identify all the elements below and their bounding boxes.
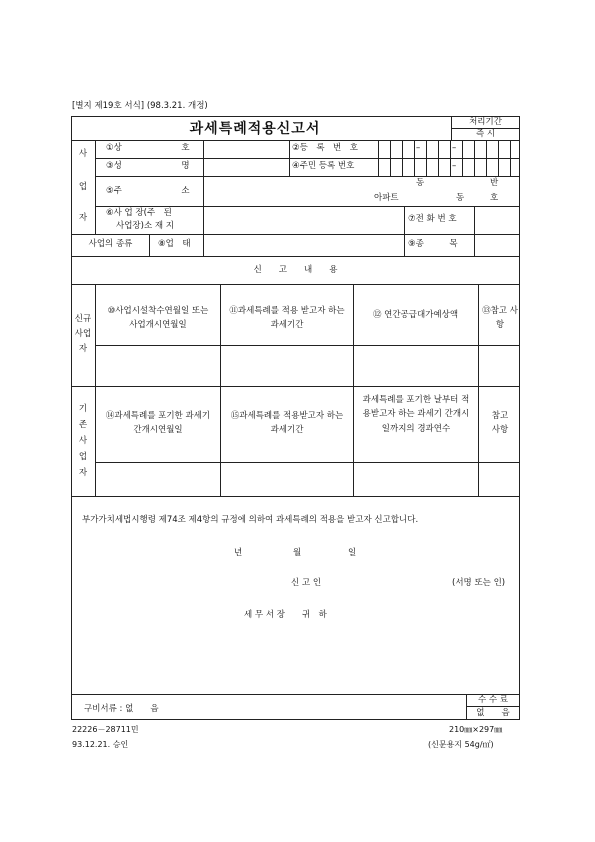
divider [95, 284, 96, 386]
processing-label: 처리기간 [469, 117, 502, 127]
paper-type: (신문용지 54g/㎡) [428, 740, 494, 749]
reg-dash-2: – [452, 143, 457, 153]
divider [95, 462, 520, 463]
new-business-col3: ⑫ 연간공급대가예상액 [372, 310, 459, 320]
date-month: 월 [293, 548, 302, 558]
date-day: 일 [348, 548, 357, 558]
digit-box [474, 140, 475, 176]
divider [95, 386, 96, 496]
location-label-line2: 사업장)소 재 지 [116, 221, 174, 231]
sign-note: (서명 또는 인) [452, 578, 506, 588]
divider [220, 284, 221, 386]
declaration-statement: 부가가치세법시행령 제74조 제4항의 규정에 의하여 과세특례의 적용을 받고자 신고합니다. [82, 515, 419, 525]
existing-business-label: 업 [78, 452, 88, 462]
reg-dash-1: – [416, 143, 421, 153]
digit-box [462, 140, 463, 176]
business-type-label: ⑧업 태 [158, 239, 191, 249]
business-kind-label: 사업의 종류 [88, 239, 133, 249]
existing-business-label: 사 [78, 436, 88, 446]
divider [478, 386, 479, 496]
divider [149, 234, 150, 256]
divider [353, 386, 354, 496]
digit-box [486, 140, 487, 176]
phone-label: ⑦전 화 번 호 [408, 214, 457, 224]
digit-box [510, 140, 511, 176]
processing-value: 즉 시 [475, 129, 496, 139]
divider [353, 284, 354, 386]
new-business-col1: ⑩사업시설착수연월일 또는사업개시연월일 [107, 306, 209, 330]
digit-box [438, 140, 439, 176]
existing-business-col3: 과세특례를 포기한 날부터 적용받고자 하는 과세기 간개시일까지의 경과연수 [362, 395, 470, 434]
divider [71, 694, 520, 695]
applicant-group-label: 업 [78, 182, 88, 192]
divider [474, 206, 475, 256]
digit-box [426, 140, 427, 176]
name-label: ③성 명 [106, 161, 190, 171]
form-number: 22226－28711민 [72, 725, 139, 734]
divider [466, 706, 520, 707]
business-item-label: ⑨종 목 [408, 239, 458, 249]
ho-label: 호 [490, 193, 499, 203]
applicant-group-label: 자 [78, 213, 88, 223]
divider [95, 206, 520, 207]
existing-business-col2: ⑮과세특례를 적용받고자 하는 과세기간 [230, 411, 344, 435]
divider [71, 496, 520, 497]
existing-business-label: 존 [78, 420, 88, 430]
divider [95, 158, 520, 159]
new-business-label: 자 [78, 344, 88, 354]
divider [71, 234, 520, 235]
fee-value: 없 음 [476, 708, 510, 718]
divider [71, 256, 520, 257]
resident-dash: – [452, 161, 457, 171]
applicant-group-label: 사 [78, 149, 88, 159]
required-docs: 구비서류 : 없 음 [84, 704, 159, 714]
addressee: 세 무 서 장 귀 하 [244, 610, 327, 620]
form-title: 과세특례적용신고서 [189, 121, 321, 137]
address-label: ⑤주 소 [106, 186, 190, 196]
new-business-col4: ⑬참고 사항 [482, 306, 518, 330]
digit-box [498, 140, 499, 176]
reporter-label: 신 고 인 [291, 578, 322, 588]
divider [220, 386, 221, 496]
new-business-col2: ⑪과세특례를 적용 받고자 하는 과세기간 [229, 306, 345, 330]
approval-date: 93.12.21. 승인 [72, 740, 129, 749]
new-business-label: 사업 [74, 329, 92, 339]
divider [71, 140, 520, 141]
resident-no-label: ④주민 등록 번호 [292, 161, 355, 171]
report-section-title: 신 고 내 용 [253, 265, 338, 275]
divider [95, 140, 96, 234]
ban-label: 반 [490, 178, 499, 188]
divider [478, 284, 479, 386]
divider [95, 345, 520, 346]
trade-name-label: ①상 호 [106, 143, 190, 153]
new-business-label: 신규 [74, 314, 92, 324]
digit-box [402, 140, 403, 176]
location-label-line1: ⑥사 업 장(주 된 [106, 208, 172, 218]
reg-no-label: ②등 록 번 호 [292, 143, 358, 153]
digit-box [450, 140, 451, 176]
divider [95, 176, 520, 177]
existing-business-label: 자 [78, 468, 88, 478]
paper-size: 210㎜×297㎜ [449, 725, 503, 734]
dong-label: 동 [416, 178, 425, 188]
date-year: 년 [234, 548, 243, 558]
divider [404, 206, 405, 256]
apt-label: 아파트 [374, 193, 399, 203]
existing-business-col1: ⑭과세특례를 포기한 과세기간개시연월일 [105, 411, 211, 435]
digit-box [414, 140, 415, 176]
digit-box [390, 140, 391, 176]
fee-label: 수 수 료 [477, 695, 509, 705]
divider [71, 386, 520, 387]
divider [71, 284, 520, 285]
existing-business-col4: 참고 사항 [491, 411, 509, 435]
form-reference: [별지 제19호 서식] (98.3.21. 개정) [72, 101, 208, 111]
existing-business-label: 기 [78, 404, 88, 414]
apt-dong-label: 동 [456, 193, 465, 203]
